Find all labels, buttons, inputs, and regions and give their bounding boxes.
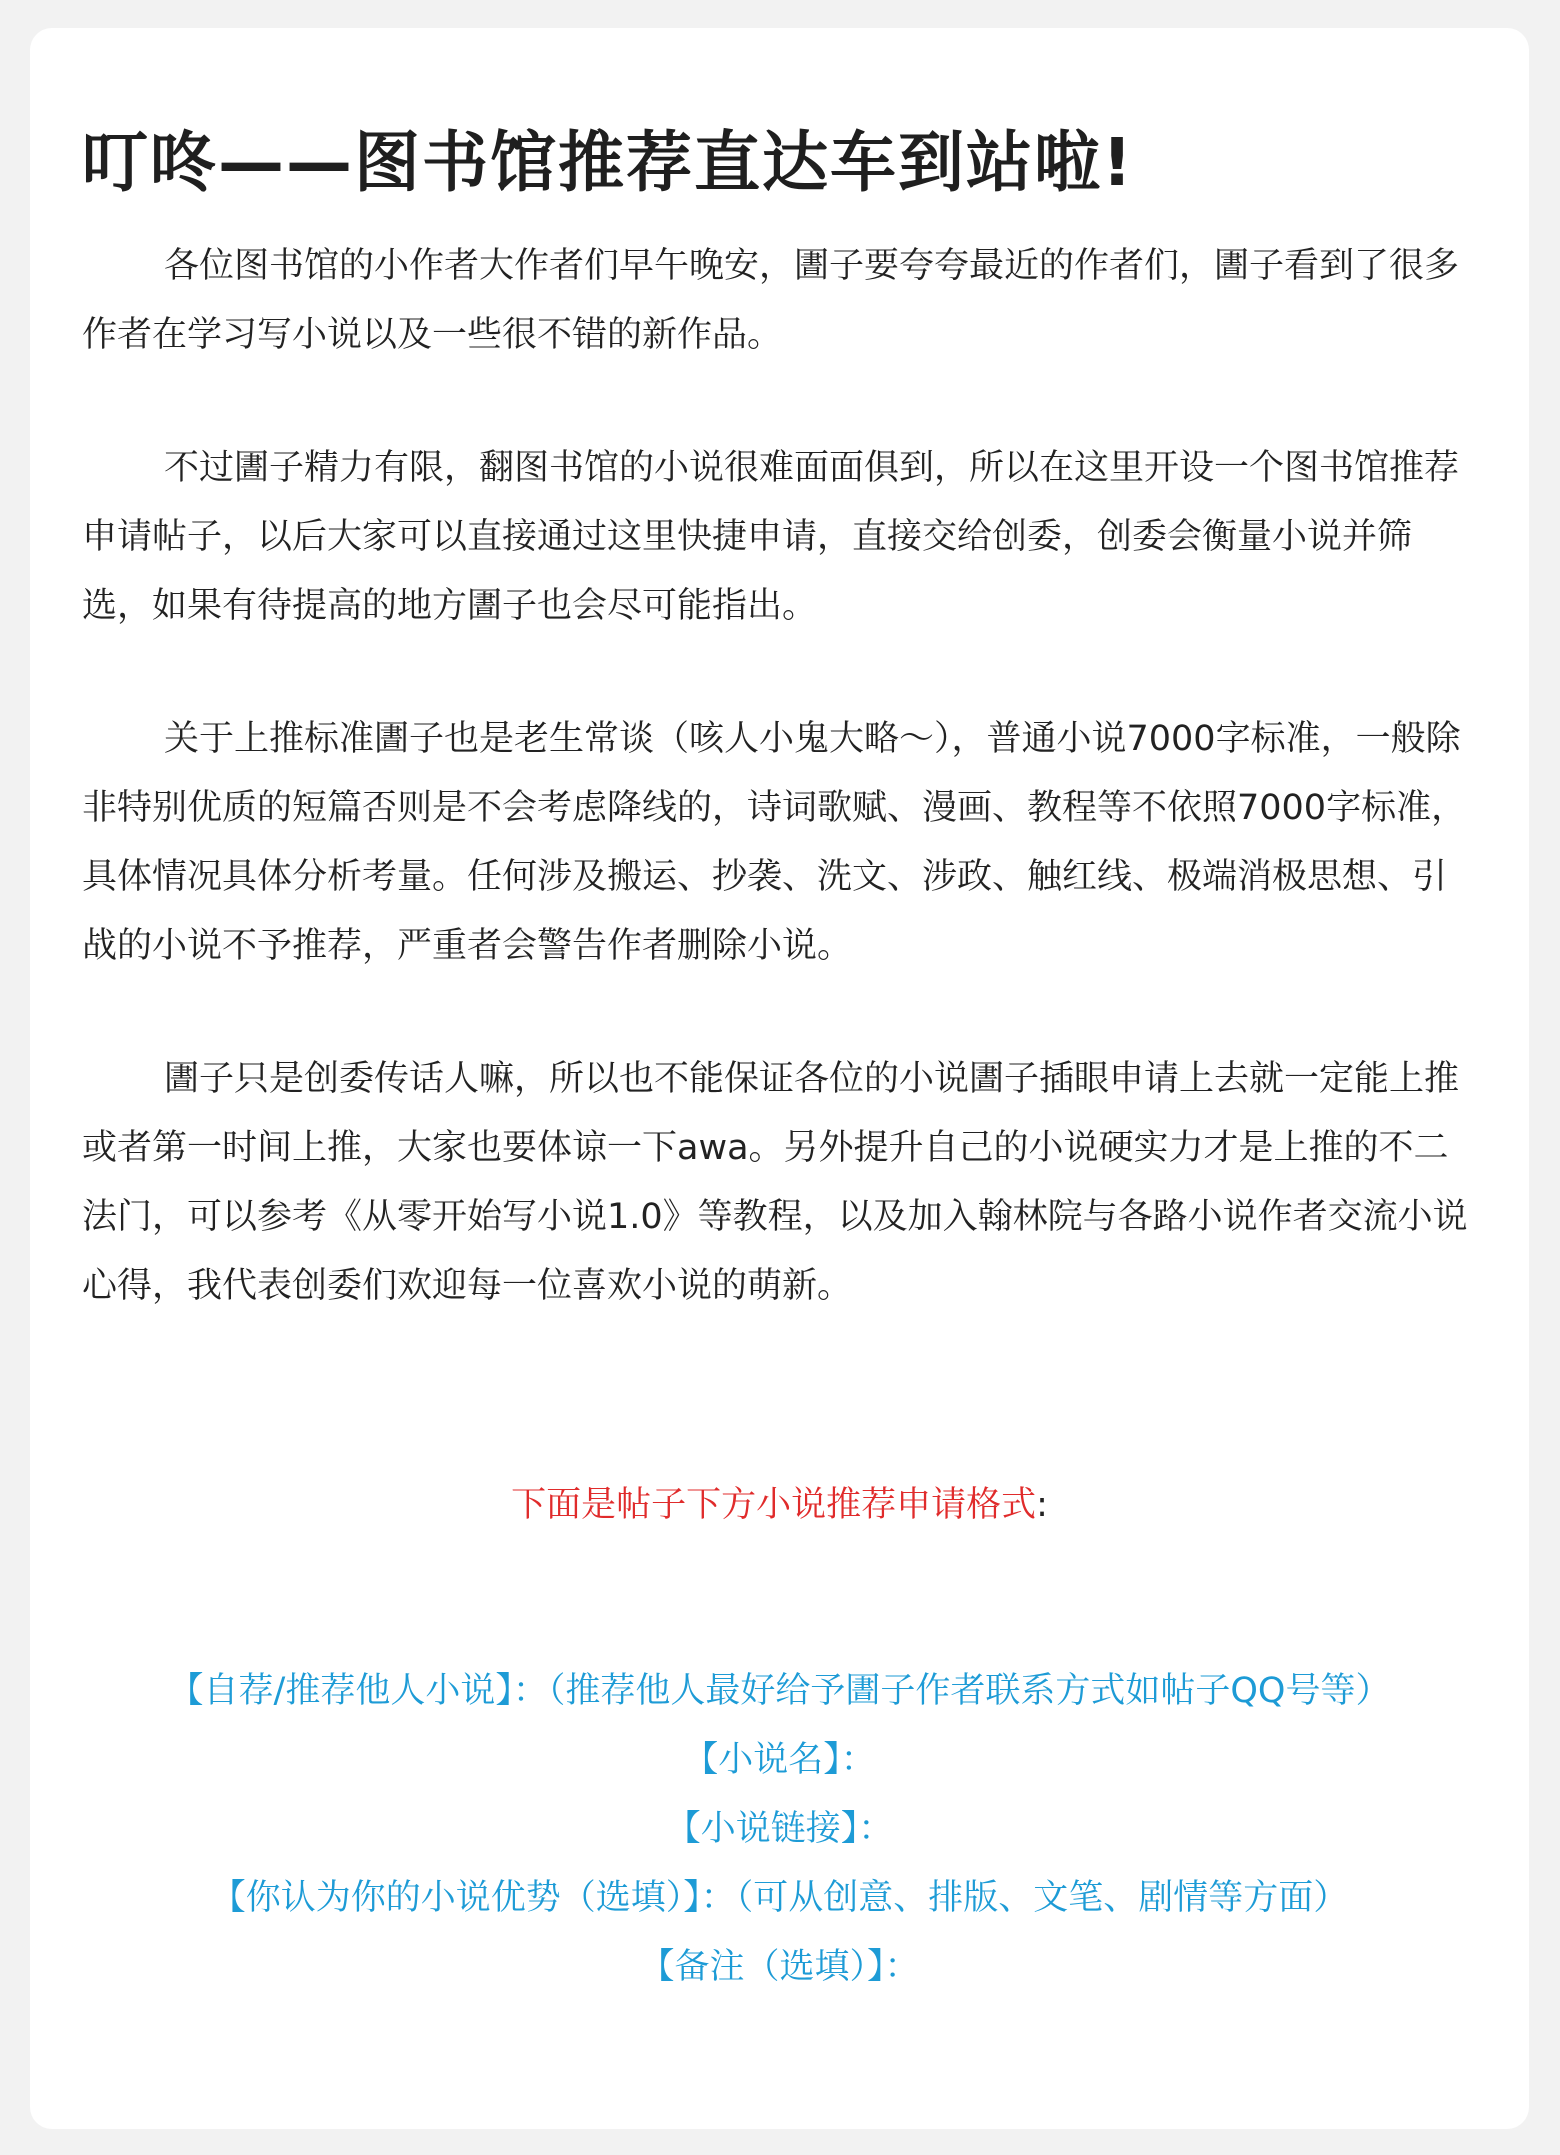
template-line-remarks: 【备注（选填）】： [639,1947,920,1987]
post-title: 叮咚——图书馆推荐直达车到站啦! [82,124,1135,201]
post-paragraph: 各位图书馆的小作者大作者们早午晚安，圕子要夸夸最近的作者们，圕子看到了很多作者在学习写小说以及一些很不错的新作品。 [82,246,1460,355]
template-line-novel-name: 【小说名】： [683,1740,876,1780]
post-paragraph: 不过圕子精力有限，翻图书馆的小说很难面面俱到，所以在这里开设一个图书馆推荐申请帖子，以后大家可以直接通过这里快捷申请，直接交给创委，创委会衡量小说并筛选，如果有待提高的地方圕子也会尽可能指出。 [82,448,1460,626]
template-line-advantages: 【你认为你的小说优势（选填）】：（可从创意、排版、文笔、剧情等方面） [210,1878,1349,1918]
template-line-recommend-type: 【自荐/推荐他人小说】：（推荐他人最好给予圕子作者联系方式如帖子QQ号等） [168,1671,1391,1711]
post-card [30,28,1529,2129]
format-notice-colon: : [1036,1485,1048,1525]
application-format-template [82,1657,1477,2002]
post-paragraph: 关于上推标准圕子也是老生常谈（咳人小鬼大略～），普通小说7000字标准，一般除非特别优质的短篇否则是不会考虑降线的，诗词歌赋、漫画、教程等不依照7000字标准，具体情况具体分析考量。任何涉及搬运、抄袭、洗文、涉政、触红线、极端消极思想、引战的小说不予推荐，严重者会警告作者删除小说。 [82,719,1467,966]
format-notice [82,1471,1477,1540]
template-line-novel-link: 【小说链接】： [665,1809,894,1849]
post-paragraph: 圕子只是创委传话人嘛，所以也不能保证各位的小说圕子插眼申请上去就一定能上推或者第一时间上推，大家也要体谅一下awa。另外提升自己的小说硬实力才是上推的不二法门，可以参考《从零开始写小说1.0》等教程，以及加入翰林院与各路小说作者交流小说心得，我代表创委们欢迎每一位喜欢小说的萌新。 [82,1059,1468,1306]
format-notice-text: 下面是帖子下方小说推荐申请格式 [511,1485,1037,1525]
